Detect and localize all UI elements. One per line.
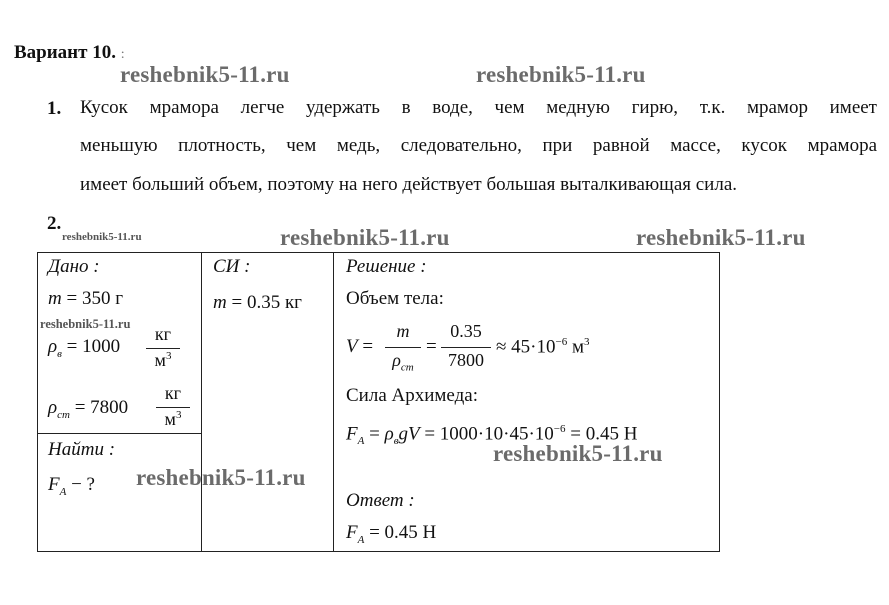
si-header: СИ : xyxy=(213,256,251,277)
rho-steel-unit xyxy=(156,383,190,433)
volume-lhs: V = xyxy=(346,336,374,357)
given-mass: m = 350 г xyxy=(48,288,123,309)
table-divider-col1 xyxy=(201,252,202,552)
watermark: reshebnik5-11.ru xyxy=(476,62,646,87)
solution-header: Решение : xyxy=(346,256,427,277)
given-header: Дано : xyxy=(48,256,100,277)
table-border-bottom xyxy=(37,551,720,552)
find-value: $F_A$ − ? xyxy=(48,474,95,498)
volume-label: Объем тела: xyxy=(346,288,444,309)
task1-number: 1. xyxy=(47,98,62,119)
rho-steel-unit-num: кг xyxy=(164,383,182,403)
watermark: reshebnik5-11.ru xyxy=(136,465,306,490)
watermark: reshebnik5-11.ru xyxy=(120,62,290,87)
task2-number: 2. xyxy=(47,213,62,234)
page-title xyxy=(14,42,125,64)
given-rho-water: $\rho_в = 1000$ xyxy=(48,336,121,360)
volume-frac-1 xyxy=(385,321,421,375)
archimedes-label: Сила Архимеда: xyxy=(346,385,478,406)
archimedes-formula: $F_A = \rho_вgV = 1000\cdot 10\cdot 45\cdot 10^{-6} = 0.45$ Н xyxy=(346,423,638,448)
title-mark: : xyxy=(120,47,125,62)
watermark: reshebnik5-11.ru xyxy=(636,225,806,250)
task1-line-2: меньшую плотность, чем медь, следовательно, при равной массе, кусок мрамора xyxy=(80,135,877,156)
volume-frac-1-num: m xyxy=(396,321,410,341)
var-m: m xyxy=(48,288,62,309)
watermark: reshebnik5-11.ru xyxy=(493,441,663,466)
table-divider-given-find xyxy=(37,433,202,434)
answer-header: Ответ : xyxy=(346,490,415,511)
answer-value: $F_A = 0.45$ Н xyxy=(346,522,437,546)
rho-water-unit xyxy=(146,324,180,374)
volume-frac-2-num: 0.35 xyxy=(450,321,482,341)
rho-steel-unit-den: $м^3$ xyxy=(164,409,182,429)
table-border-left xyxy=(37,252,38,552)
find-header: Найти : xyxy=(48,439,116,460)
watermark-small: reshebnik5-11.ru xyxy=(62,231,142,243)
title-text: Вариант 10. xyxy=(14,42,116,63)
task1-line-1: Кусок мрамора легче удержать в воде, чем медную гирю, т.к. мрамор имеет xyxy=(80,97,877,118)
watermark: reshebnik5-11.ru xyxy=(280,225,450,250)
si-mass: m = 0.35 кг xyxy=(213,292,302,313)
table-border-top xyxy=(37,252,720,253)
watermark-small: reshebnik5-11.ru xyxy=(40,317,131,331)
task1-line-3: имеет больший объем, поэтому на него действует большая выталкивающая сила. xyxy=(80,174,738,195)
rho-water-unit-den: $м^3$ xyxy=(154,350,172,370)
table-border-right xyxy=(719,252,720,552)
volume-result: ≈ $45\cdot 10^{-6}$ $м^3$ xyxy=(496,336,590,358)
volume-frac-1-den: $\rho_{ст}$ xyxy=(392,350,414,374)
volume-frac-2 xyxy=(441,321,491,375)
table-divider-col2 xyxy=(333,252,334,552)
given-rho-steel: $\rho_{ст} = 7800$ xyxy=(48,397,129,421)
volume-frac-2-den: 7800 xyxy=(448,350,484,370)
volume-eq: = xyxy=(426,336,437,357)
rho-water-unit-num: кг xyxy=(154,324,172,344)
